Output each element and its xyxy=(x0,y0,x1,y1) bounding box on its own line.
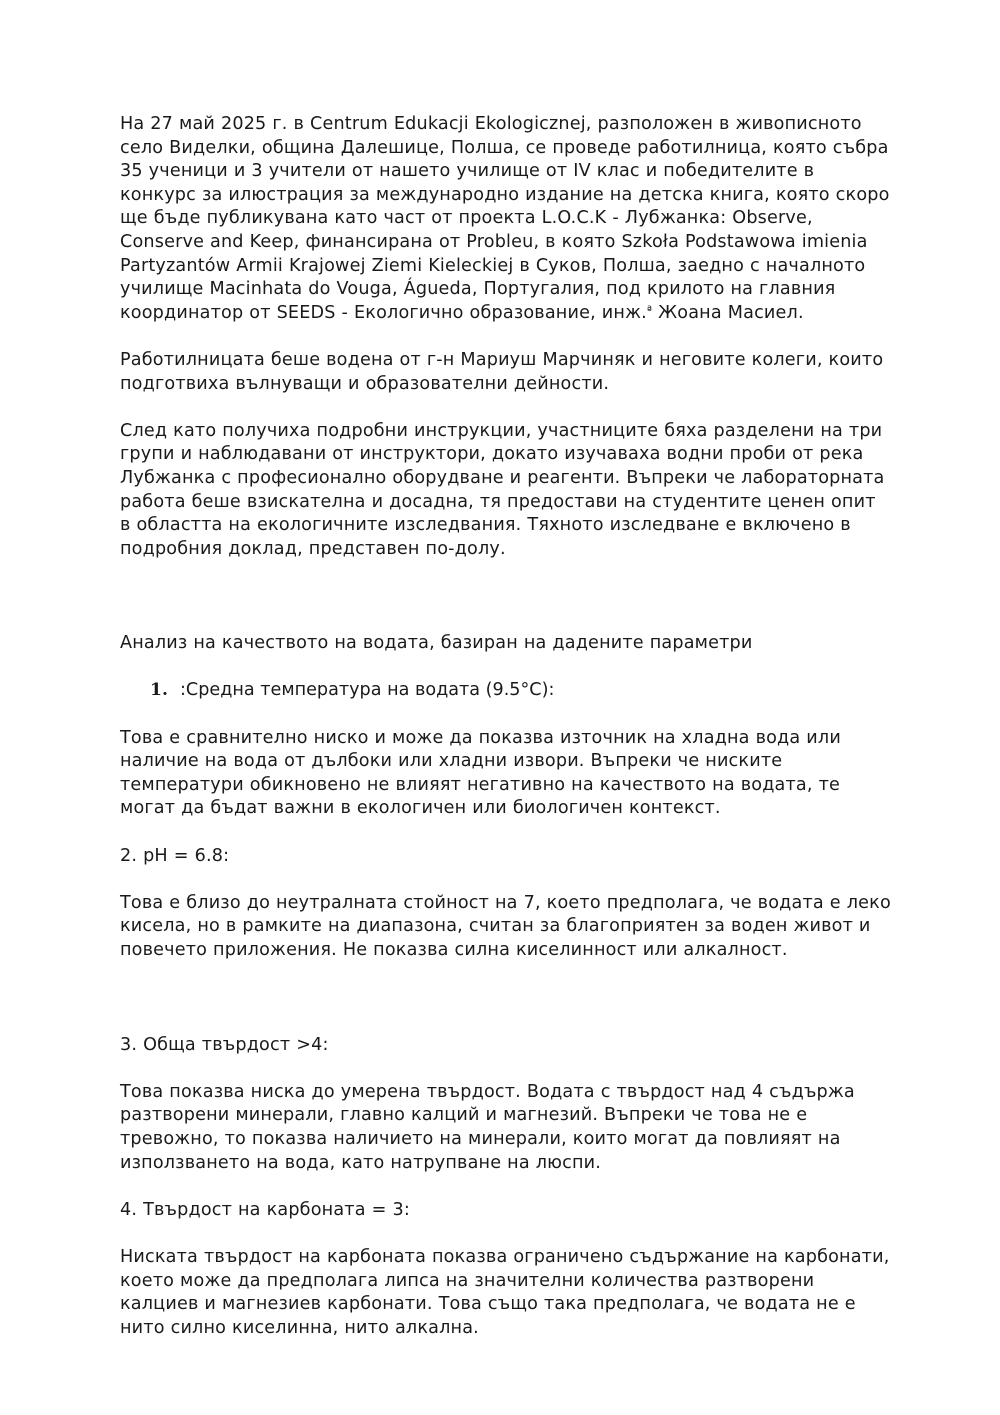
section-spacer xyxy=(120,561,892,632)
paragraph-spacer xyxy=(120,868,892,892)
document-body xyxy=(120,113,892,1340)
paragraph-intro-text-tail: Жоана Масиел. xyxy=(652,302,804,323)
paragraph-intro xyxy=(120,113,892,325)
list-marker: 1. xyxy=(150,680,168,701)
paragraph-spacer xyxy=(120,396,892,420)
paragraph-spacer xyxy=(120,1175,892,1199)
analysis-item-3-title: 3. Обща твърдост >4: xyxy=(120,1034,329,1055)
paragraph-spacer xyxy=(120,325,892,349)
paragraph-spacer xyxy=(120,1057,892,1081)
analysis-heading: Анализ на качеството на водата, базиран на дадените параметри xyxy=(120,633,753,654)
paragraph-spacer xyxy=(120,656,892,680)
paragraph-spacer xyxy=(120,821,892,845)
analysis-item-4-body: Ниската твърдост на карбоната показва ограничено съдържание на карбонати, което може да предполага липса на значителни количества разтворени калциев и магнезиев карбонати. Това също така предполага, че водата не е нито силно киселинна, нито алкална. xyxy=(120,1246,890,1338)
paragraph-fieldwork: След като получиха подробни инструкции, участниците бяха разделени на три групи и наблюдавани от инструктори, докато изучаваха водни проби от река Лубжанка с професионално оборудване и реагенти. Въпреки че лабораторната работа беше взискателна и досадна, тя предостави на студентите ценен опит в областта на екологичните изследвания. Тяхното изследване е включено в подробния доклад, представен по-долу. xyxy=(120,420,885,559)
analysis-item-2-body: Това е близо до неутралната стойност на 7, което предполага, че водата е леко кисела, но в рамките на диапазона, считан за благоприятен за воден живот и повечето приложения. Не показва силна киселинност или алкалност. xyxy=(120,892,891,960)
ordinal-indicator: ª xyxy=(646,303,653,317)
section-spacer xyxy=(120,963,892,1034)
list-item xyxy=(120,679,892,703)
analysis-item-2-title: 2. pH = 6.8: xyxy=(120,845,230,866)
analysis-item-4-title: 4. Твърдост на карбоната = 3: xyxy=(120,1199,410,1220)
list-item-title: :Средна температура на водата (9.5°C): xyxy=(180,680,555,701)
analysis-item-1-body: Това е сравнително ниско и може да показва източник на хладна вода или наличие на вода от дълбоки или хладни извори. Въпреки че ниските температури обикновено не влияят негативно на качеството на водата, те могат да бъдат важни в екологичен или биологичен контекст. xyxy=(120,727,841,819)
analysis-item-3-body: Това показва ниска до умерена твърдост. Водата с твърдост над 4 съдържа разтворени минерали, главно калций и магнезий. Въпреки че това не е тревожно, то показва наличието на минерали, които могат да повлияят на използването на вода, като натрупване на люспи. xyxy=(120,1081,855,1173)
paragraph-spacer xyxy=(120,1222,892,1246)
paragraph-leader: Работилницата беше водена от г-н Мариуш Марчиняк и неговите колеги, които подготвиха вълнуващи и образователни дейности. xyxy=(120,349,884,394)
paragraph-spacer xyxy=(120,703,892,727)
paragraph-intro-text: На 27 май 2025 г. в Centrum Edukacji Ekologicznej, разположен в живописното село Виделки, община Далешице, Полша, се проведе работилница, която събра 35 ученици и 3 учители от нашето училище от IV клас и победителите в конкурс за илюстрация за международно издание на детска книга, която скоро ще бъде публикувана като част от проекта L.O.C.K - Лубжанка: Observe, Conserve and Keep, финансирана от Probleu, в която Szkoła Podstawowa imienia Partyzantów Armii Krajowej Ziemi Kieleckiej в Суков, Полша, заедно с началното училище Macinhata do Vouga, Águeda, Португалия, под крилото на главния координатор от SEEDS - Екологично образование, инж. xyxy=(120,114,890,323)
